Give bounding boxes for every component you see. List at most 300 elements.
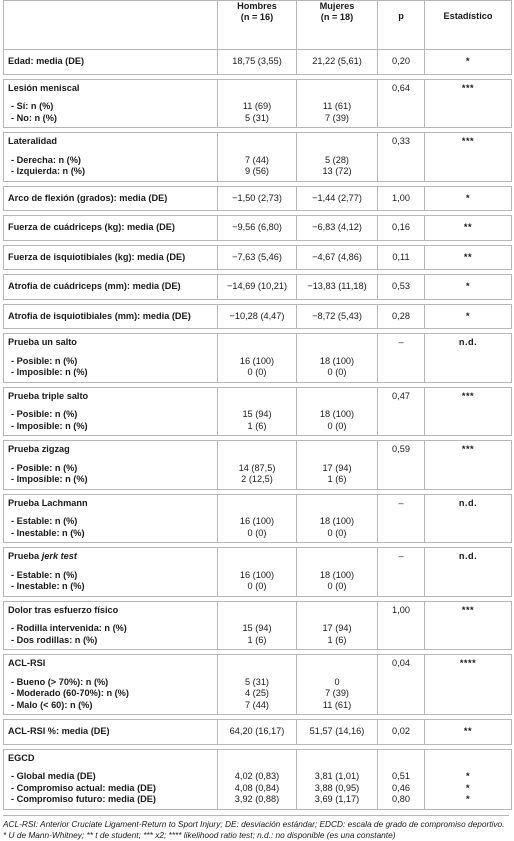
row-label-text: Prueba Lachmann [8,497,88,508]
p-value: 0,20 [392,56,410,66]
mujeres-value-cell [297,720,378,745]
row-gap [301,509,373,516]
p-value [382,356,420,368]
p-value-cell [378,749,425,809]
row-label-stack [4,602,217,650]
row-label-text: Edad: media (DE) [8,56,85,66]
table-row [4,387,512,436]
mujeres-value [301,444,373,456]
hombres-value [222,444,292,456]
statistic-marker [429,474,507,486]
hombres-value-cell [218,216,297,241]
statistic-marker [429,528,507,540]
p-value: 0,80 [392,794,410,804]
mujeres-value-cell [297,655,378,715]
mujeres-value-cell [297,749,378,809]
statistic-marker: n.d. [458,551,478,561]
hombres-value: 1 (6) [247,420,267,431]
row-sublabel: - Posible: n (%) [11,355,78,366]
p-value-stack [378,187,424,211]
p-value [382,635,420,647]
p-value [382,113,420,125]
row-sublabel: - Compromiso actual: media (DE) [11,782,156,793]
p-value-cell [378,304,425,329]
table-row [4,334,512,383]
row-gap [429,349,507,356]
row-sublabel: - Inestable: n (%) [11,527,85,538]
row-gap [429,764,507,771]
statistic-marker-stack [425,655,511,714]
p-value-cell [378,494,425,543]
p-value-cell [378,245,425,270]
statistic-marker [429,356,507,368]
hombres-value [222,658,292,670]
row-gap [8,764,213,771]
statistic-marker: * [465,794,471,804]
mujeres-value [301,605,373,617]
row-label-stack [4,305,217,329]
row-gap [382,349,420,356]
hombres-value-cell [218,304,297,329]
row-sublabel: - Imposible: n (%) [11,367,88,377]
row-label [8,551,213,563]
row-gap [8,349,213,356]
statistic-marker [429,166,507,178]
statistic-marker-cell [425,216,512,241]
p-value: – [398,337,404,347]
statistic-marker [429,635,507,647]
mujeres-value-stack [297,602,377,650]
row-label-stack [4,216,217,240]
hombres-value [222,136,292,148]
mujeres-value-cell [297,494,378,543]
hombres-value: 0 (0) [247,367,267,377]
row-gap [222,670,292,677]
row-gap [8,148,213,155]
p-value [382,677,420,689]
hombres-value: 9 (56) [244,166,269,176]
hombres-value-cell [218,494,297,543]
statistic-marker [429,463,507,475]
mujeres-value: −1,44 (2,77) [312,192,362,203]
statistic-marker: * [465,192,471,203]
mujeres-value-stack [297,548,377,596]
table-row [4,50,512,75]
hombres-value-stack [218,133,296,181]
row-label [8,56,213,68]
row-label-cell [4,601,218,650]
table-row [4,548,512,597]
row-label-text: ACL-RSI [8,658,46,668]
hombres-value-stack [218,80,296,128]
hombres-value-cell [218,334,297,383]
row-label-cell [4,50,218,75]
table-row [4,304,512,329]
row-label [8,498,213,510]
mujeres-value-stack [297,388,377,436]
row-label-text: Lateralidad [8,136,58,146]
p-value [382,516,420,528]
statistic-marker: * [465,782,471,793]
p-value: 0,02 [392,726,410,736]
row-label-text: Arco de flexión (grados): media (DE) [8,192,168,203]
hombres-value: 16 (100) [239,569,275,580]
p-value-cell [378,601,425,650]
mujeres-value: 21,22 (5,61) [312,56,362,66]
hombres-value [222,83,292,95]
p-value-stack [378,720,424,744]
statistic-marker-cell [425,601,512,650]
statistic-marker-stack [425,133,511,181]
row-label-cell [4,304,218,329]
mujeres-value-stack [297,495,377,543]
mujeres-value: −4,67 (4,86) [312,251,362,262]
row-sublabel: - Rodilla intervenida: n (%) [11,623,127,633]
statistic-marker-cell [425,548,512,597]
row-label-stack [4,246,217,270]
row-label [8,658,213,670]
hombres-value: 1 (6) [247,634,267,645]
row-label [8,726,213,738]
mujeres-value-cell [297,245,378,270]
p-value: 1,00 [392,604,410,615]
table-row [4,133,512,182]
mujeres-value [301,498,373,510]
statistic-marker [429,623,507,635]
row-sublabel: - Izquierda: n (%) [11,166,86,176]
hombres-value: 0 (0) [247,527,267,538]
table-header [4,1,512,50]
hombres-value-stack [218,602,296,650]
row-gap [301,764,373,771]
row-label-text: Lesión meniscal [8,82,80,93]
mujeres-value: 0 (0) [327,527,347,538]
row-sublabel: - Moderado (60-70%): n (%) [11,688,129,698]
p-value [382,474,420,486]
row-label-text: Prueba un salto [8,337,77,347]
p-value [382,409,420,421]
hombres-value-stack [218,655,296,714]
hombres-value-cell [218,655,297,715]
hombres-value: 7 (44) [244,699,269,710]
hombres-value: −7,63 (5,46) [232,251,282,262]
statistic-marker-cell [425,441,512,490]
mujeres-value: 3,81 (1,01) [314,771,360,781]
row-label-text: Prueba triple salto [8,390,89,401]
p-value-stack [378,275,424,299]
row-label-cell [4,334,218,383]
table-row [4,720,512,745]
row-gap [301,349,373,356]
mujeres-value [301,391,373,403]
row-label-stack [4,750,217,809]
statistic-marker-stack [425,750,511,809]
row-label [8,444,213,456]
p-value-stack [378,246,424,270]
mujeres-value: 3,88 (0,95) [314,782,360,793]
hombres-value-stack [218,548,296,596]
p-value [382,528,420,540]
mujeres-value: 17 (94) [322,623,352,633]
table-row [4,601,512,650]
statistic-marker: ** [463,222,473,232]
mujeres-value: 0 (0) [327,367,347,377]
mujeres-value-cell [297,275,378,300]
row-gap [429,616,507,623]
p-value-stack [378,216,424,240]
row-sublabel: - Estable: n (%) [11,516,78,526]
mujeres-value: 13 (72) [322,166,352,176]
statistic-marker-cell [425,50,512,75]
row-label-text: EGCD [8,752,35,763]
statistic-marker-stack [425,275,511,299]
table-row [4,186,512,211]
header-hombres-n: (n = 16) [240,12,274,22]
p-value-stack [378,80,424,128]
row-gap [382,94,420,101]
table-row [4,275,512,300]
mujeres-value-cell [297,304,378,329]
p-value [382,155,420,167]
hombres-value-stack [218,720,296,744]
statistic-marker-stack [425,80,511,128]
row-label-cell [4,186,218,211]
mujeres-value-stack [297,750,377,809]
p-value-cell [378,50,425,75]
row-label-text: Fuerza de isquiotibiales (kg): media (DE) [8,251,186,262]
p-value: 0,33 [392,136,410,146]
hombres-value-stack [218,246,296,270]
hombres-value-cell [218,79,297,128]
header-estadistico: Estadístico [425,1,512,50]
hombres-value: −9,56 (6,80) [232,222,282,232]
p-value-stack [378,133,424,181]
statistic-marker-stack [425,548,511,596]
statistic-marker-cell [425,749,512,809]
hombres-value: 11 (69) [242,101,272,111]
row-gap [429,456,507,463]
p-value-stack [378,50,424,74]
mujeres-value: 5 (28) [324,154,349,165]
mujeres-value-stack [297,187,377,211]
statistic-marker-stack [425,246,511,270]
row-gap [222,764,292,771]
p-value: 0,53 [392,281,410,291]
row-label-cell [4,216,218,241]
row-label [8,753,213,765]
statistic-marker: *** [461,136,475,146]
table-row [4,245,512,270]
hombres-value: 4,02 (0,83) [234,771,280,781]
hombres-value [222,498,292,510]
row-gap [222,456,292,463]
statistic-marker-stack [425,50,511,74]
mujeres-value: 51,57 (14,16) [309,726,365,736]
p-value: 0,04 [392,658,410,668]
row-label-stack [4,720,217,744]
mujeres-value [301,83,373,95]
row-gap [222,402,292,409]
p-value-stack [378,495,424,543]
row-label-cell [4,441,218,490]
p-value: 0,11 [392,251,410,262]
p-value: 0,28 [392,310,410,321]
p-value [382,101,420,113]
row-label-text: Fuerza de cuádriceps (kg): media (DE) [8,222,175,232]
row-label-emphasis: jerk test [41,551,77,561]
header-hombres-title: Hombres [237,1,277,11]
row-gap [8,509,213,516]
table-row [4,655,512,715]
p-value-cell [378,548,425,597]
row-gap [429,509,507,516]
row-label [8,281,213,293]
mujeres-value [301,658,373,670]
row-gap [222,509,292,516]
statistic-marker: * [465,281,471,291]
row-gap [301,94,373,101]
statistic-marker: n.d. [458,497,478,508]
hombres-value-stack [218,750,296,809]
p-value-cell [378,720,425,745]
mujeres-value-cell [297,79,378,128]
header-mujeres-n: (n = 18) [320,12,354,22]
statistic-marker-cell [425,387,512,436]
hombres-value: 7 (44) [244,154,269,165]
statistic-marker [429,155,507,167]
mujeres-value-stack [297,133,377,181]
statistic-marker: n.d. [458,337,478,347]
row-gap [8,94,213,101]
row-gap [301,456,373,463]
row-gap [222,94,292,101]
row-label-stack [4,133,217,181]
mujeres-value-cell [297,186,378,211]
row-label [8,222,213,234]
mujeres-value-cell [297,548,378,597]
row-label-text: Atrofia de cuádriceps (mm): media (DE) [8,281,181,291]
row-label-stack [4,50,217,74]
row-label-cell [4,655,218,715]
p-value: 0,47 [392,390,410,401]
mujeres-value-stack [297,655,377,714]
header-hombres [218,1,297,50]
row-label-stack [4,495,217,543]
hombres-value-cell [218,245,297,270]
row-label [8,311,213,323]
hombres-value: 5 (31) [244,676,269,687]
row-label [8,193,213,205]
row-gap [382,509,420,516]
row-label-stack [4,441,217,489]
mujeres-value-cell [297,387,378,436]
row-label [8,337,213,349]
hombres-value: −10,28 (4,47) [229,310,285,321]
statistic-marker: *** [461,604,475,615]
row-sublabel: - Imposible: n (%) [11,420,88,431]
row-gap [382,616,420,623]
row-label-stack [4,655,217,714]
p-value-stack [378,334,424,382]
p-value-stack [378,655,424,714]
row-label-stack [4,388,217,436]
row-sublabel: - Imposible: n (%) [11,474,88,484]
hombres-value-stack [218,305,296,329]
hombres-value-cell [218,50,297,75]
mujeres-value-cell [297,601,378,650]
statistic-marker-stack [425,441,511,489]
statistic-marker-stack [425,305,511,329]
mujeres-value: 0 (0) [327,581,347,591]
row-gap [8,402,213,409]
row-gap [301,670,373,677]
row-label-text: Atrofia de isquiotibiales (mm): media (DE) [8,310,191,321]
mujeres-value-cell [297,216,378,241]
hombres-value [222,753,292,765]
row-label-cell [4,133,218,182]
hombres-value-stack [218,275,296,299]
p-value-stack [378,750,424,809]
mujeres-value: 1 (6) [327,634,347,645]
row-label-stack [4,80,217,128]
hombres-value: 15 (94) [242,409,272,419]
header-mujeres [297,1,378,50]
p-value [382,367,420,379]
p-value-stack [378,602,424,650]
statistic-marker: ** [463,251,473,262]
row-sublabel: - Compromiso futuro: media (DE) [11,794,156,804]
row-gap [301,402,373,409]
p-value-cell [378,441,425,490]
mujeres-value: 0 (0) [327,420,347,431]
row-gap [301,563,373,570]
hombres-value-cell [218,749,297,809]
hombres-value: 18,75 (3,55) [232,56,282,66]
table-row [4,494,512,543]
header-mujeres-title: Mujeres [319,1,355,11]
hombres-value-stack [218,441,296,489]
row-sublabel: - Inestable: n (%) [11,581,85,591]
statistic-marker-cell [425,245,512,270]
row-gap [382,563,420,570]
statistic-marker-stack [425,602,511,650]
statistic-marker [429,700,507,712]
p-value: 0,64 [392,82,410,93]
row-label-cell [4,387,218,436]
row-sublabel: - Malo (< 60): n (%) [11,699,93,710]
row-sublabel: - Dos rodillas: n (%) [11,634,98,645]
statistic-marker: * [465,310,471,321]
row-label [8,605,213,617]
mujeres-value-cell [297,441,378,490]
row-gap [222,563,292,570]
statistic-marker-stack [425,388,511,436]
row-gap [382,148,420,155]
statistic-marker-stack [425,187,511,211]
p-value-cell [378,216,425,241]
hombres-value [222,391,292,403]
hombres-value: 4 (25) [244,688,269,698]
row-gap [382,456,420,463]
p-value: 0,59 [392,444,410,454]
row-gap [8,616,213,623]
hombres-value [222,337,292,349]
row-sublabel: - Derecha: n (%) [11,154,81,165]
row-gap [8,563,213,570]
row-gap [429,148,507,155]
hombres-value: −1,50 (2,73) [232,192,282,203]
header-p: p [378,1,425,50]
